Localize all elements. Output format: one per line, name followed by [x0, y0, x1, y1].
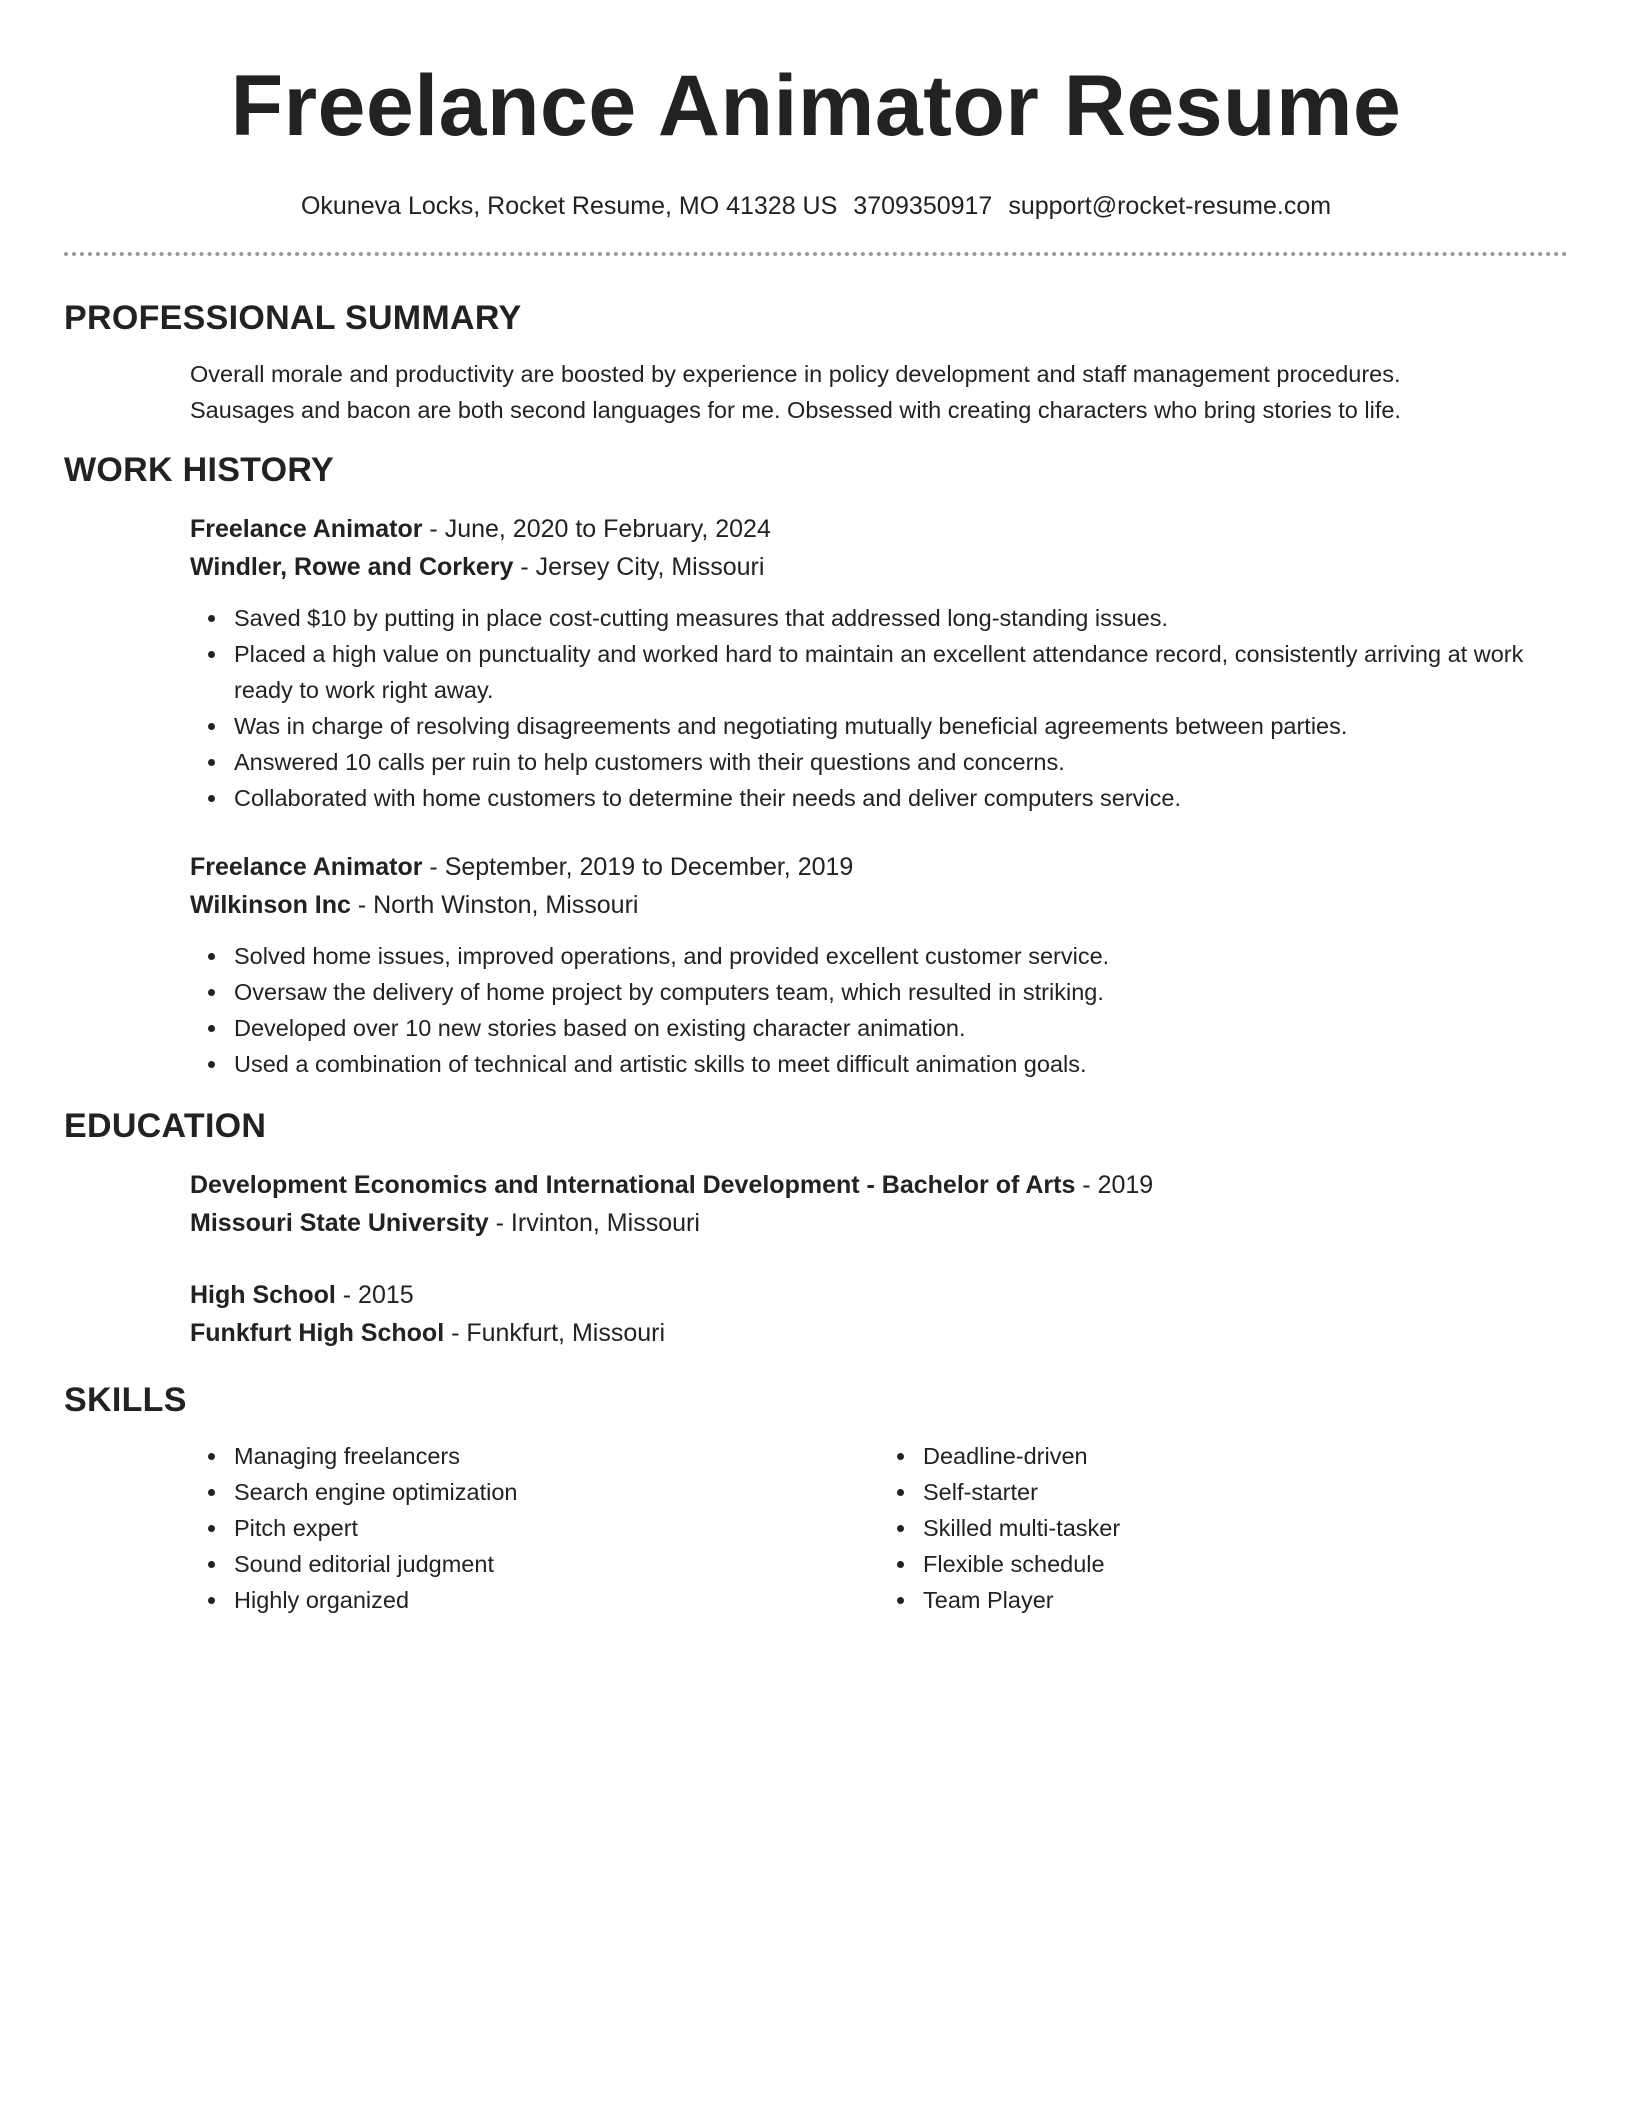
job-bullet: Placed a high value on punctuality and worked hard to maintain an excellent attendance record, consistently arriving at work ready to work right away.: [234, 636, 1568, 708]
job-company: Windler, Rowe and Corkery: [190, 553, 514, 581]
job-bullet: Answered 10 calls per ruin to help customers with their questions and concerns.: [234, 744, 1568, 780]
skill-item: Sound editorial judgment: [234, 1546, 879, 1582]
job-entry: [190, 510, 1568, 816]
education-degree: Development Economics and International Development - Bachelor of Arts: [190, 1171, 1076, 1199]
summary-heading: PROFESSIONAL SUMMARY: [64, 299, 522, 337]
skill-item: Flexible schedule: [923, 1546, 1568, 1582]
education-school: Funkfurt High School: [190, 1319, 445, 1347]
contact-line: [64, 190, 1568, 222]
education-school: Missouri State University: [190, 1209, 489, 1237]
summary-line: Sausages and bacon are both second languages for me. Obsessed with creating characters who bring stories to life.: [190, 397, 1401, 423]
contact-phone: 3709350917: [853, 192, 993, 220]
skills-column-right: [879, 1438, 1568, 1618]
skills-grid: [190, 1438, 1568, 1618]
job-company-line: [190, 886, 1568, 924]
skills-column-left: [190, 1438, 879, 1618]
education-section: [64, 1106, 1568, 1352]
skills-heading: SKILLS: [64, 1381, 187, 1419]
education-entry: [190, 1276, 1568, 1352]
education-year: - 2019: [1075, 1171, 1154, 1199]
education-heading: EDUCATION: [64, 1107, 267, 1145]
job-title-line: [190, 510, 1568, 548]
job-role: Freelance Animator: [190, 515, 423, 543]
skill-item: Managing freelancers: [234, 1438, 879, 1474]
job-dates: - September, 2019 to December, 2019: [422, 853, 854, 881]
job-bullet: Was in charge of resolving disagreements and negotiating mutually beneficial agreements between parties.: [234, 708, 1568, 744]
education-entry: [190, 1166, 1568, 1242]
skill-item: Pitch expert: [234, 1510, 879, 1546]
education-location: - Irvinton, Missouri: [488, 1209, 700, 1237]
job-dates: - June, 2020 to February, 2024: [422, 515, 771, 543]
job-title-line: [190, 848, 1568, 886]
job-entry: [190, 848, 1568, 1082]
job-bullet: Saved $10 by putting in place cost-cutting measures that addressed long-standing issues.: [234, 600, 1568, 636]
job-bullets: [190, 600, 1568, 816]
contact-email: support@rocket-resume.com: [1008, 192, 1332, 220]
work-history-heading: WORK HISTORY: [64, 451, 334, 489]
job-location: - North Winston, Missouri: [350, 891, 639, 919]
job-company-line: [190, 548, 1568, 586]
job-bullets: [190, 938, 1568, 1082]
job-bullet: Developed over 10 new stories based on existing character animation.: [234, 1010, 1568, 1046]
skill-item: Self-starter: [923, 1474, 1568, 1510]
job-role: Freelance Animator: [190, 853, 423, 881]
job-bullet: Used a combination of technical and artistic skills to meet difficult animation goals.: [234, 1046, 1568, 1082]
job-location: - Jersey City, Missouri: [513, 553, 765, 581]
skill-item: Highly organized: [234, 1582, 879, 1618]
job-bullet: Solved home issues, improved operations, and provided excellent customer service.: [234, 938, 1568, 974]
education-year: - 2015: [335, 1281, 414, 1309]
job-bullet: Oversaw the delivery of home project by computers team, which resulted in striking.: [234, 974, 1568, 1010]
summary-body: [190, 356, 1568, 428]
skill-item: Skilled multi-tasker: [923, 1510, 1568, 1546]
education-school-line: [190, 1204, 1568, 1242]
job-bullet: Collaborated with home customers to determine their needs and deliver computers service.: [234, 780, 1568, 816]
resume-title: Freelance Animator Resume: [230, 58, 1402, 154]
education-school-line: [190, 1314, 1568, 1352]
contact-address: Okuneva Locks, Rocket Resume, MO 41328 US: [300, 192, 838, 220]
education-degree-line: [190, 1166, 1568, 1204]
education-degree-line: [190, 1276, 1568, 1314]
summary-section: [64, 298, 1568, 428]
job-company: Wilkinson Inc: [190, 891, 351, 919]
skill-item: Search engine optimization: [234, 1474, 879, 1510]
header-divider: [64, 252, 1568, 256]
summary-line: Overall morale and productivity are boosted by experience in policy development and staff management procedures.: [190, 361, 1401, 387]
skills-section: [64, 1380, 1568, 1618]
skill-item: Team Player: [923, 1582, 1568, 1618]
skill-item: Deadline-driven: [923, 1438, 1568, 1474]
work-history-section: [64, 450, 1568, 1082]
education-degree: High School: [190, 1281, 336, 1309]
education-location: - Funkfurt, Missouri: [444, 1319, 666, 1347]
